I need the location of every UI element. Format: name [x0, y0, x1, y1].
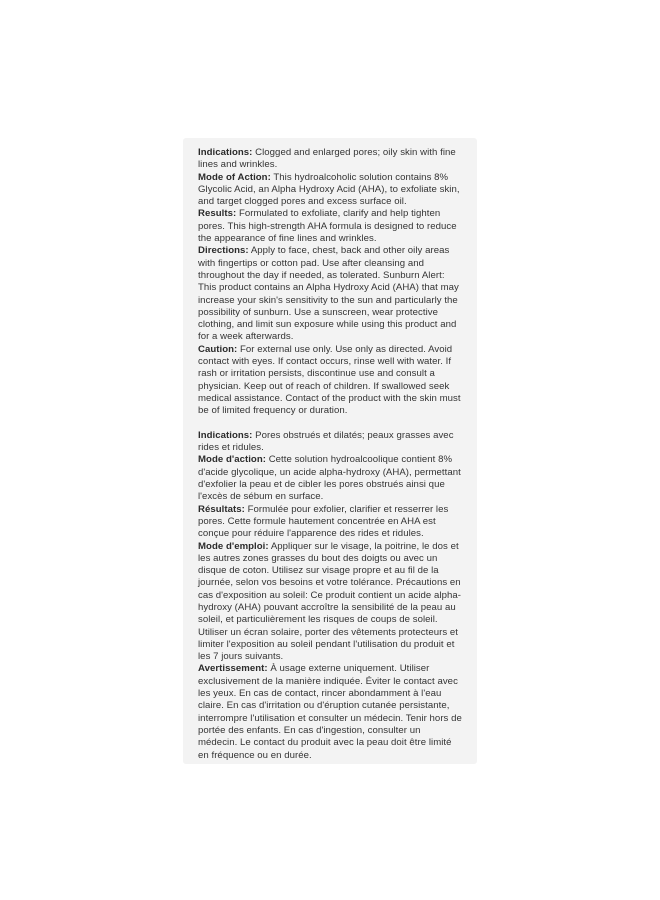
- label-section-french: [198, 430, 462, 762]
- label-paragraph: [198, 454, 462, 503]
- paragraph-body: À usage externe uniquement. Utiliser exclusivement de la manière indiquée. Éviter le contact avec les yeux. En cas de contact, rincer abondamment à l'eau claire. En cas d'irritation ou d'éruption cutanée persistante, interrompre l'utilisation et consulter un médecin. Tenir hors de portée des enfants. En cas d'ingestion, consulter un médecin. Le contact du produit avec la peau doit être limité en fréquence ou en durée.: [198, 663, 462, 761]
- label-section-english: [198, 147, 462, 418]
- paragraph-body: Apply to face, chest, back and other oily areas with fingertips or cotton pad. Use after cleansing and throughout the day if needed, as tolerated. Sunburn Alert: This product contains an Alpha Hydroxy Acid (AHA) that may increase your skin's sensitivity to the sun and particularly the possibility of sunburn. Use a sunscreen, wear protective clothing, and limit sun exposure while using this product and for a week afterwards.: [198, 245, 459, 343]
- paragraph-body: Formulée pour exfolier, clarifier et resserrer les pores. Cette formule hautement concentrée en AHA est conçue pour réduire l'apparence des rides et ridules.: [198, 503, 449, 540]
- paragraph-heading: Mode d'emploi:: [198, 540, 269, 552]
- paragraph-body: Clogged and enlarged pores; oily skin with fine lines and wrinkles.: [198, 147, 456, 171]
- paragraph-heading: Indications:: [198, 429, 253, 441]
- label-paragraph: [198, 147, 462, 172]
- label-paragraph: [198, 504, 462, 541]
- label-paragraph: [198, 208, 462, 245]
- paragraph-heading: Directions:: [198, 245, 249, 257]
- paragraph-heading: Caution:: [198, 343, 238, 355]
- label-paragraph: [198, 430, 462, 455]
- paragraph-heading: Mode of Action:: [198, 171, 271, 183]
- paragraph-body: Pores obstrués et dilatés; peaux grasses avec rides et ridules.: [198, 429, 454, 454]
- label-paragraph: [198, 245, 462, 343]
- label-paragraph: [198, 344, 462, 418]
- paragraph-heading: Avertissement:: [198, 663, 268, 675]
- paragraph-body: For external use only. Use only as directed. Avoid contact with eyes. If contact occurs, rinse well with water. If rash or irritation persists, discontinue use and consult a physician. Keep out of reach of children. If swallowed seek medical assistance. Contact of the product with the skin must be of limited frequency or duration.: [198, 343, 461, 417]
- paragraph-heading: Mode d'action:: [198, 454, 266, 466]
- paragraph-body: Appliquer sur le visage, la poitrine, le dos et les autres zones grasses du bout des doigts ou avec un disque de coton. Utilisez sur visage propre et au fil de la journée, selon vos besoins et votre tolérance. Précautions en cas d'exposition au soleil: Ce produit contient un acide alpha-hydroxy (AHA) pouvant accroître la sensibilité de la peau au soleil, et particulièrement les risques de coups de soleil. Utiliser un écran solaire, porter des vêtements protecteurs et limiter l'exposition au soleil pendant l'utilisation du produit et les 7 jours suivants.: [198, 540, 461, 663]
- label-paragraph: [198, 541, 462, 664]
- label-paragraph: [198, 663, 462, 761]
- product-label-panel: [183, 138, 477, 764]
- paragraph-body: This hydroalcoholic solution contains 8% Glycolic Acid, an Alpha Hydroxy Acid (AHA), to exfoliate skin, and target clogged pores and excess surface oil.: [198, 171, 460, 208]
- paragraph-heading: Results:: [198, 208, 237, 220]
- label-paragraph: [198, 172, 462, 209]
- paragraph-heading: Résultats:: [198, 503, 245, 515]
- paragraph-body: Cette solution hydroalcoolique contient 8% d'acide glycolique, un acide alpha-hydroxy (AHA), permettant d'exfolier la peau et de cibler les pores obstrués ainsi que l'excès de sébum en surface.: [198, 454, 461, 503]
- paragraph-body: Formulated to exfoliate, clarify and help tighten pores. This high-strength AHA formula is designed to reduce the appearance of fine lines and wrinkles.: [198, 208, 457, 245]
- paragraph-heading: Indications:: [198, 147, 253, 158]
